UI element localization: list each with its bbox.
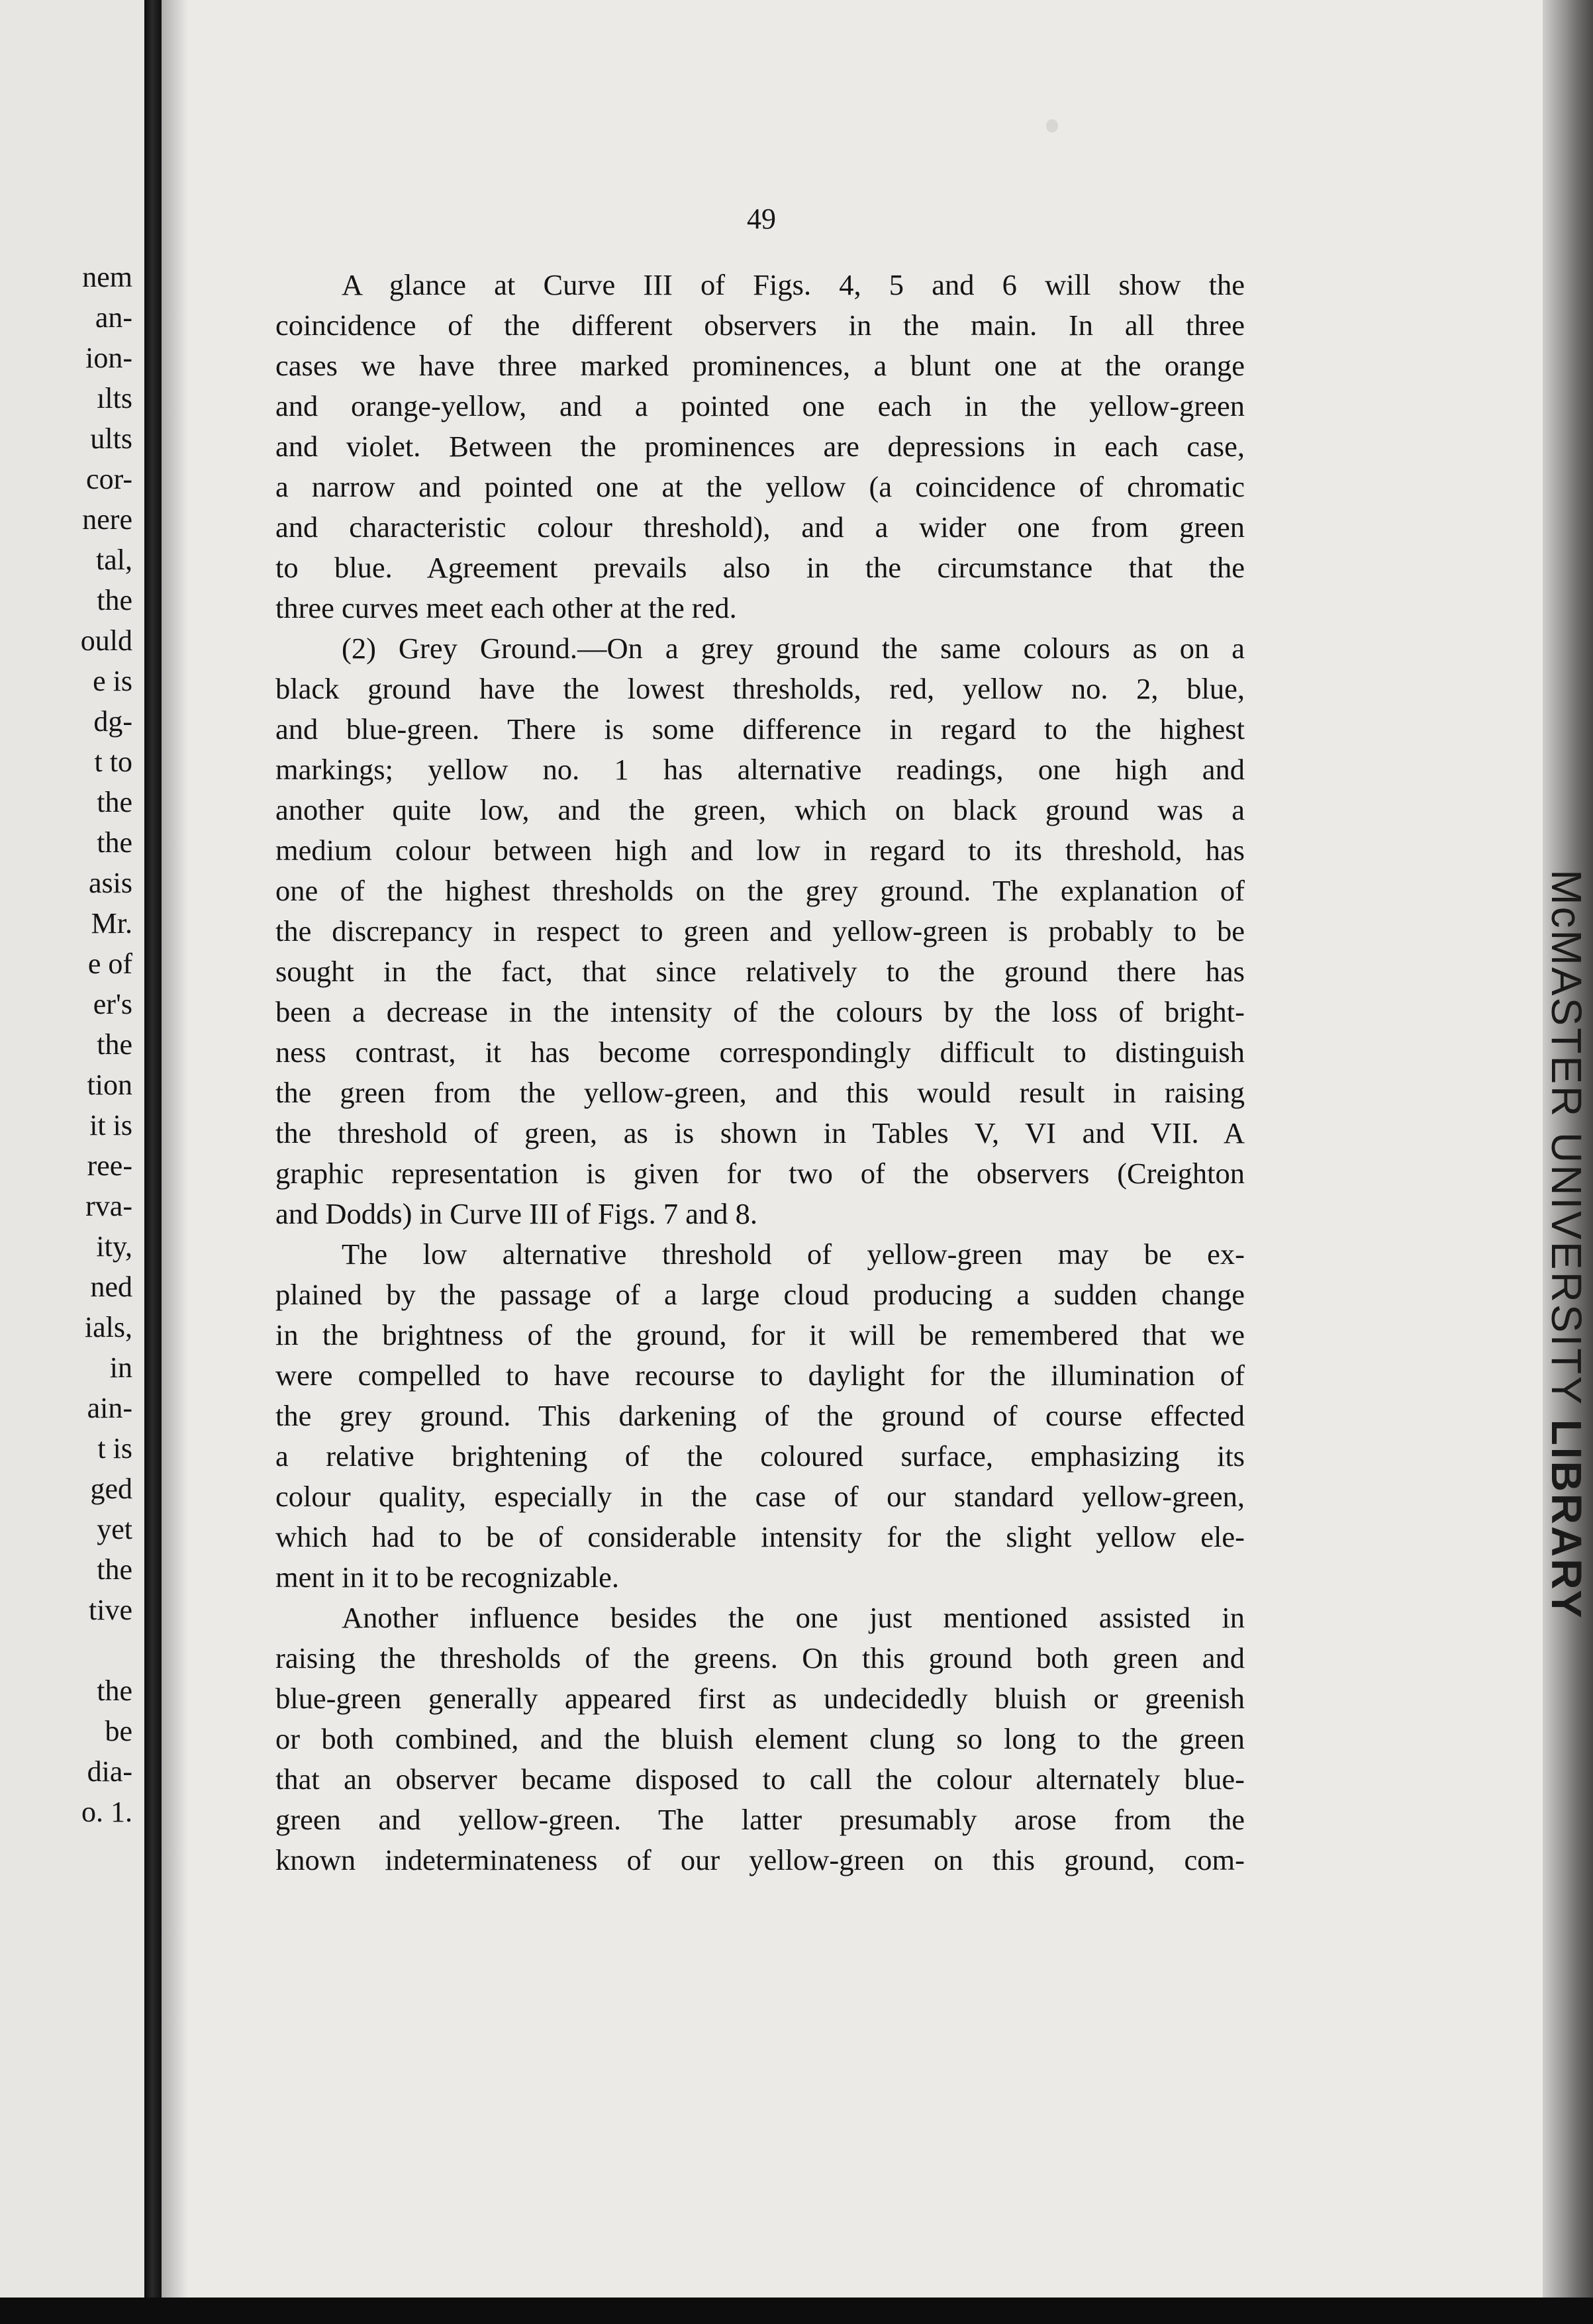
previous-page-line: Mr. [91,907,132,940]
library-stamp [1542,869,1591,1620]
text-line: been a decrease in the intensity of the colours by the loss of bright- [275,995,1245,1028]
paragraph [275,628,1245,1234]
text-line: Another influence besides the one just mentioned assisted in [342,1601,1245,1634]
page-number: 49 [747,203,776,235]
previous-page-line: e is [93,665,132,697]
previous-page-line: asis [89,867,132,899]
text-line: that an observer became disposed to call the colour alternately blue- [275,1763,1245,1796]
text-line: The low alternative threshold of yellow-green may be ex- [342,1237,1245,1271]
paragraph [275,265,1245,628]
text-line: plained by the passage of a large cloud producing a sudden change [275,1278,1245,1311]
text-line: a narrow and pointed one at the yellow (a coincidence of chromatic [275,470,1245,503]
previous-page-line: yet [97,1513,132,1545]
previous-page-line: dg- [93,705,132,738]
scan-bottom-edge [0,2298,1593,2324]
text-line: green and yellow-green. The latter presumably arose from the [275,1803,1245,1836]
text-line: cases we have three marked prominences, a blunt one at the orange [275,349,1245,382]
previous-page-line: t is [97,1432,132,1465]
previous-page-line: tal, [96,544,132,576]
previous-page-line: tion [87,1069,132,1101]
previous-page-text-edge [0,257,132,1832]
text-line: were compelled to have recourse to daylight for the illumination of [275,1359,1245,1392]
text-line: blue-green generally appeared first as undecidedly bluish or greenish [275,1682,1245,1715]
previous-page-line: in [109,1351,132,1384]
text-line: a relative brightening of the coloured surface, emphasizing its [275,1439,1245,1473]
previous-page-line: tive [89,1594,132,1626]
previous-page-line: o. 1. [81,1796,132,1828]
previous-page-line: t to [94,746,132,778]
paragraph [275,1598,1245,1880]
text-line: another quite low, and the green, which on black ground was a [275,793,1245,826]
previous-page-line: dia- [87,1755,132,1788]
previous-page-line: ree- [87,1149,132,1182]
page-body-text [275,265,1245,1880]
text-line: three curves meet each other at the red. [275,591,737,624]
previous-page-line: the [97,826,132,859]
previous-page-line: it is [89,1109,132,1141]
library-stamp-word: LIBRARY [1543,1419,1590,1620]
previous-page-line: the [97,1028,132,1061]
text-line: and Dodds) in Curve III of Figs. 7 and 8. [275,1197,757,1230]
text-line: markings; yellow no. 1 has alternative readings, one high and [275,753,1245,786]
text-line: to blue. Agreement prevails also in the circumstance that the [275,551,1245,584]
text-line: the threshold of green, as is shown in Tables V, VI and VII. A [275,1116,1245,1149]
text-line: black ground have the lowest thresholds, red, yellow no. 2, blue, [275,672,1245,705]
previous-page-line: er's [93,988,132,1020]
text-line: ness contrast, it has become correspondingly difficult to distinguish [275,1036,1245,1069]
text-line: the discrepancy in respect to green and yellow-green is probably to be [275,914,1245,947]
previous-page-line: nere [82,503,132,536]
library-stamp-name: McMASTER UNIVERSITY [1543,869,1590,1406]
previous-page-line: ion- [85,342,132,374]
text-line: sought in the fact, that since relatively to the ground there has [275,955,1245,988]
text-line: and violet. Between the prominences are depressions in each case, [275,430,1245,463]
gutter-shadow [162,0,188,2324]
text-line: coincidence of the different observers in the main. In all three [275,309,1245,342]
text-line: or both combined, and the bluish element clung so long to the green [275,1722,1245,1755]
text-line: ment in it to be recognizable. [275,1561,619,1594]
previous-page-line: ned [90,1271,132,1303]
text-line: graphic representation is given for two of the observers (Creighton [275,1157,1245,1190]
previous-page-line: rva- [85,1190,132,1222]
text-line: A glance at Curve III of Figs. 4, 5 and 6 will show the [342,268,1245,301]
paper-blemish [1046,119,1058,132]
text-line: and characteristic colour threshold), and a wider one from green [275,510,1245,544]
previous-page-line: ged [90,1473,132,1505]
text-line: medium colour between high and low in regard to its threshold, has [275,834,1245,867]
text-line: (2) Grey Ground.—On a grey ground the same colours as on a [342,632,1245,665]
text-line: raising the thresholds of the greens. On this ground both green and [275,1641,1245,1674]
text-line: known indeterminateness of our yellow-green on this ground, com- [275,1843,1245,1876]
previous-page-line: ain- [87,1392,132,1424]
previous-page-line: e of [87,947,132,980]
text-line: one of the highest thresholds on the grey ground. The explanation of [275,874,1245,907]
previous-page-line: ity, [96,1230,132,1263]
previous-page-line: ults [90,422,132,455]
text-line: colour quality, especially in the case of our standard yellow-green, [275,1480,1245,1513]
previous-page-line: an- [95,301,132,334]
previous-page-line: cor- [86,463,132,495]
previous-page-line: ılts [97,382,132,414]
paragraph [275,1234,1245,1598]
text-line: the grey ground. This darkening of the ground of course effected [275,1399,1245,1432]
text-line: which had to be of considerable intensity for the slight yellow ele- [275,1520,1245,1553]
text-line: and orange-yellow, and a pointed one each in the yellow-green [275,389,1245,422]
previous-page-line: ould [80,624,132,657]
previous-page-line: the [97,1553,132,1586]
previous-page-line: the [97,584,132,616]
text-line: in the brightness of the ground, for it will be remembered that we [275,1318,1245,1351]
text-line: the green from the yellow-green, and this would result in raising [275,1076,1245,1109]
previous-page-fragment [0,0,146,2324]
previous-page-line: the [97,1674,132,1707]
book-gutter [144,0,162,2324]
previous-page-line: ials, [84,1311,132,1343]
previous-page-line: nem [82,261,132,293]
previous-page-line: be [105,1715,132,1747]
text-line: and blue-green. There is some difference in regard to the highest [275,712,1245,746]
previous-page-line [0,1630,132,1670]
previous-page-line: the [97,786,132,818]
